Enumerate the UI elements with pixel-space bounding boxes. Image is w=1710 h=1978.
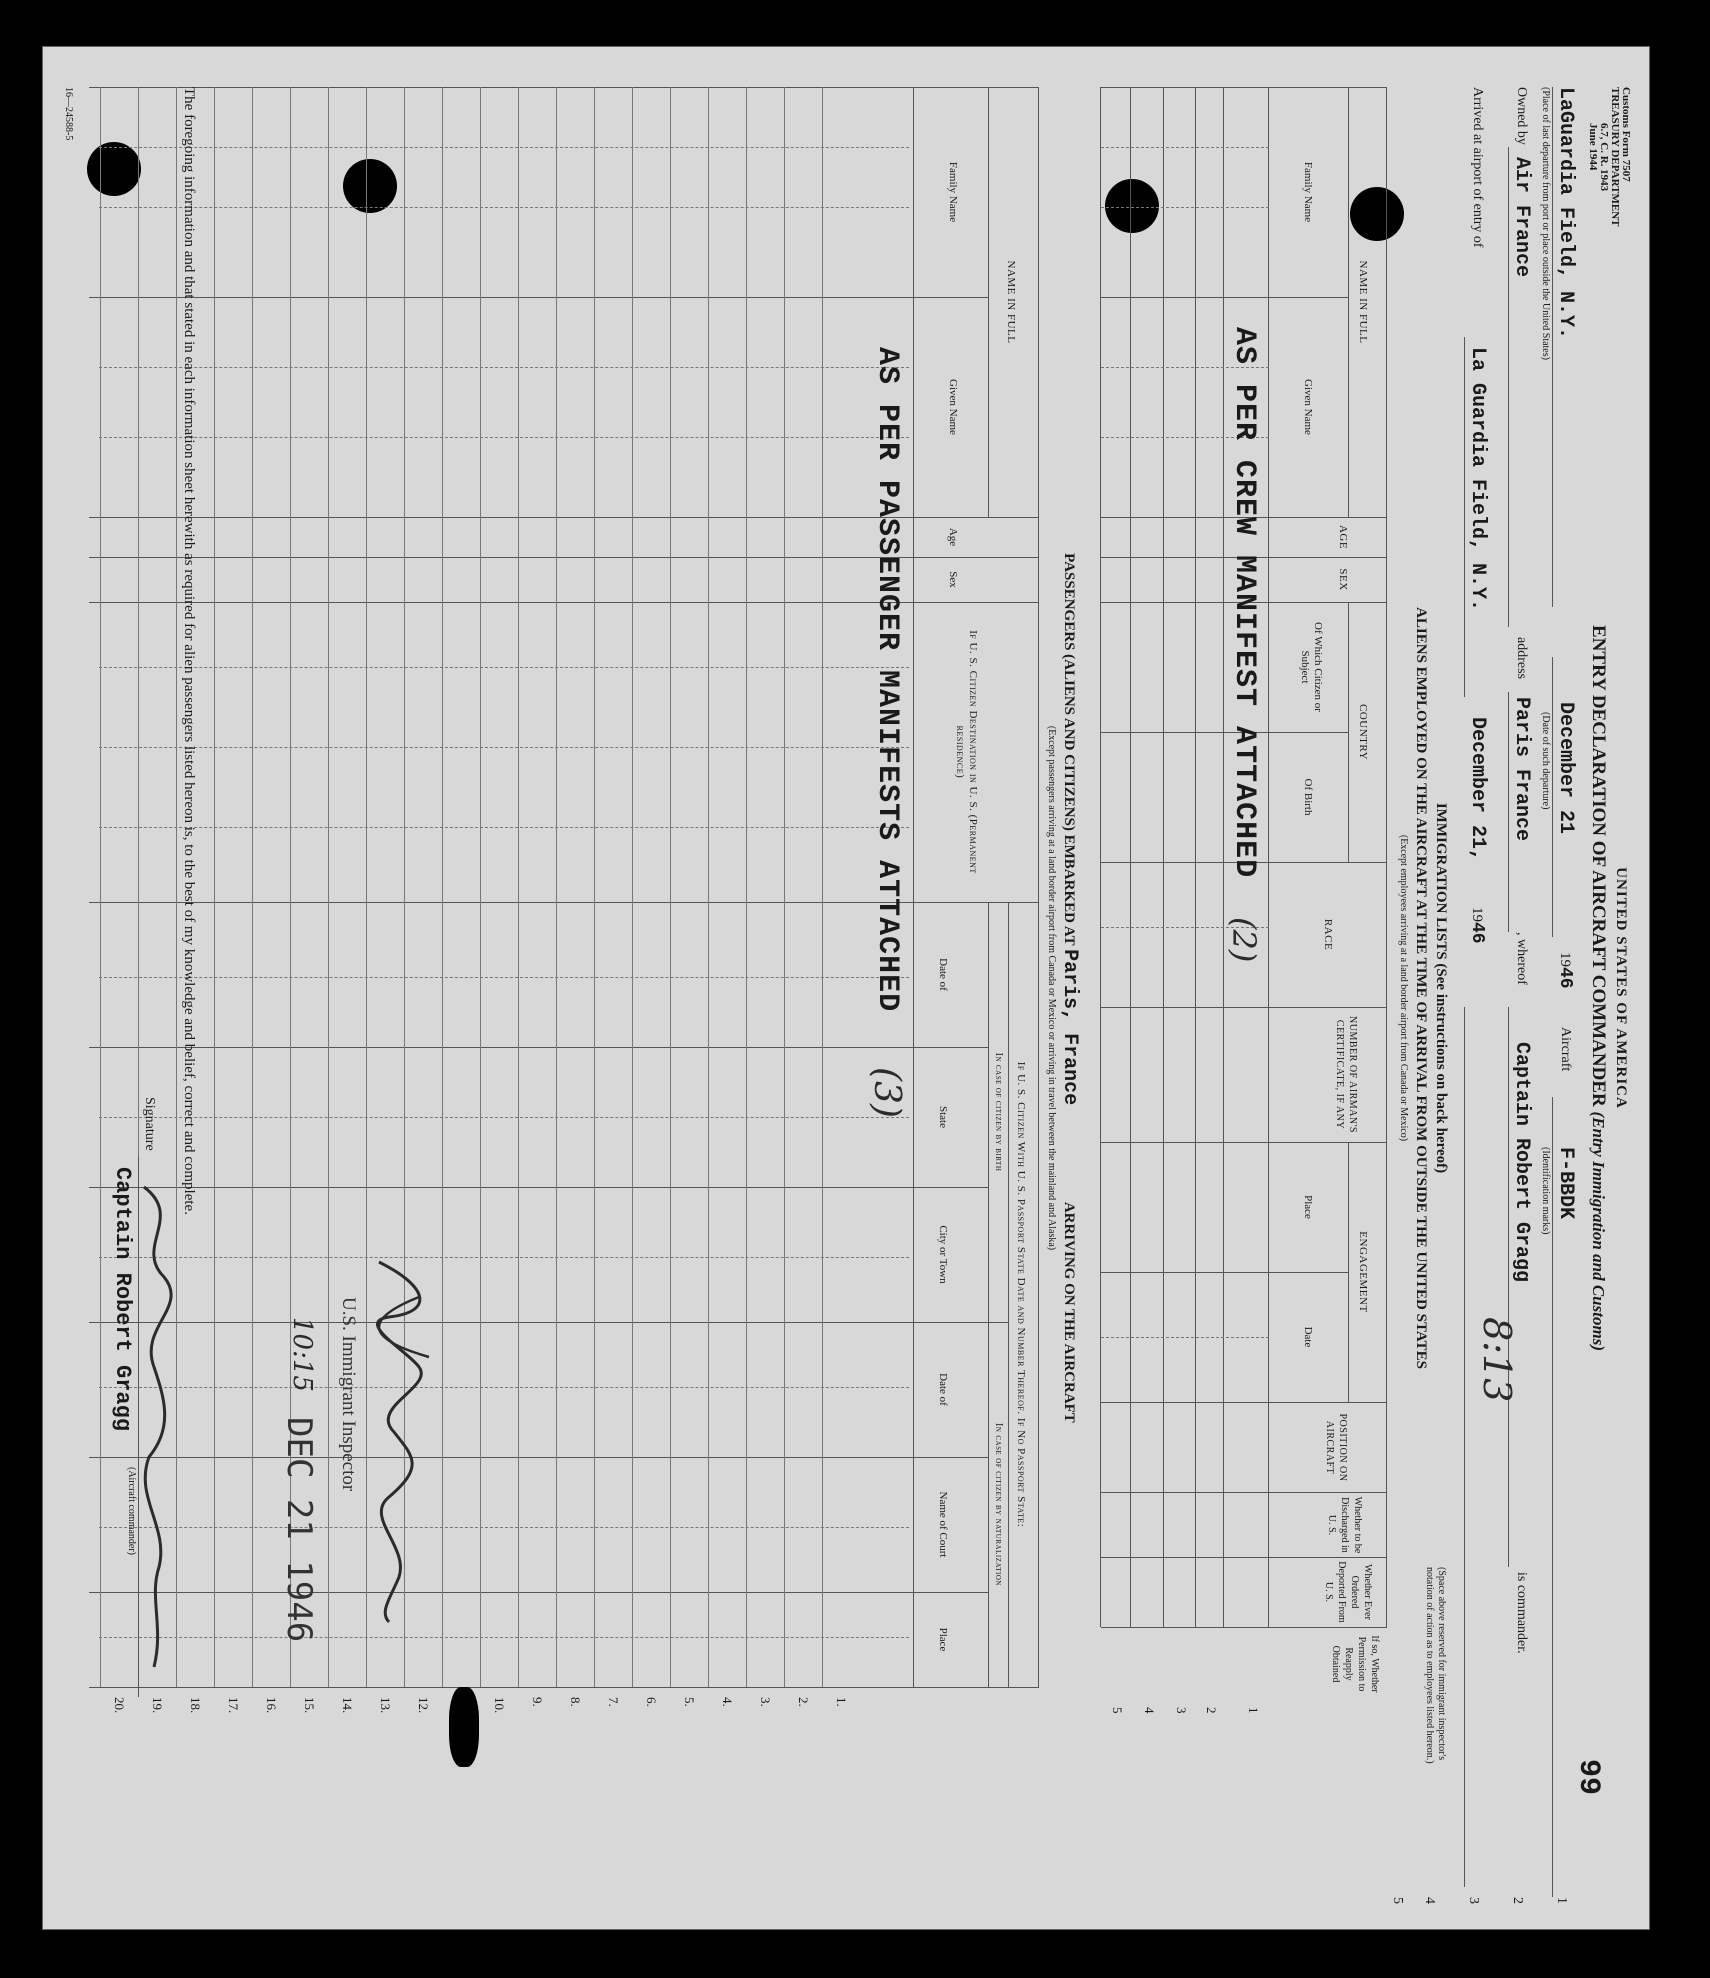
passenger-row-number: 6. [644,1697,659,1707]
passenger-row [784,87,785,1687]
passenger-row [100,87,101,1687]
crew-section-subtitle: ALIENS EMPLOYED ON THE AIRCRAFT AT THE TIME OF ARRIVAL FROM OUTSIDE THE UNITED STATES [1413,607,1429,1369]
crew-section-title: IMMIGRATION LISTS (See instructions on back hereof) [1433,802,1449,1174]
passenger-row-number: 20. [112,1697,127,1714]
passenger-column-guide [99,1387,909,1388]
ink-blot [449,1687,479,1767]
passenger-row [594,87,595,1687]
crew-birth-header: Of Birth [1302,778,1314,816]
punch-hole [1105,179,1159,233]
passenger-row [214,87,215,1687]
whereof-label: , whereof [1514,932,1529,985]
passenger-manifest-count: (3) [866,1067,907,1118]
scanned-document [42,46,1650,1930]
crew-row-number: 2 [1204,1707,1219,1714]
certification-text: The foregoing information and that stated in each information sheet herewith as required for alien passengers listed hereon is, to the best of my knowledge and belief, correct and complete. [181,87,197,1215]
passenger-row-number: 13. [378,1697,393,1714]
commander-name: Captain Robert Gragg [1510,1042,1533,1283]
crew-permission-header: If so, Whether Permission to Reapply Obtained [1330,1635,1380,1693]
passenger-column-guide [99,977,909,978]
crew-engagement-header: ENGAGEMENT [1357,1231,1369,1313]
title-main: ENTRY DECLARATION OF AIRCRAFT COMMANDER [1588,625,1609,1107]
passenger-given-name-header: Given Name [947,379,959,435]
passenger-column-guide [99,1257,909,1258]
arrival-airport: La Guardia Field, N.Y. [1466,347,1489,612]
crew-race-header: RACE [1322,918,1334,951]
is-commander-label: is commander. [1514,1572,1529,1654]
passenger-row-number: 18. [188,1697,203,1714]
passenger-row-number: 10. [492,1697,507,1714]
punch-hole [343,159,397,213]
crew-place-header: Place [1302,1195,1314,1219]
crew-manifest-stamp: AS PER CREW MANIFEST ATTACHED [1227,327,1261,879]
departure-year: 1946 [1555,952,1575,989]
print-code: 16—24588-5 [63,87,74,141]
passenger-column-guide [99,1637,909,1638]
commander-signer: Captain Robert Gragg [110,1167,135,1432]
country-heading: UNITED STATES OF AMERICA [1613,867,1629,1109]
crew-row-number: 3 [1174,1707,1189,1714]
passenger-family-name-header: Family Name [947,161,959,223]
passenger-row-number: 15. [302,1697,317,1714]
signer-caption: (Aircraft commander) [126,1467,137,1556]
handwritten-time: 8:13 [1475,1317,1519,1403]
passenger-section-title: PASSENGERS (ALIENS AND CITIZENS) EMBARKED AT Paris, France ARRIVING ON THE AIRCRAFT [1058,553,1081,1423]
passenger-column-guide [99,827,909,828]
passenger-column-guide [99,207,909,208]
punch-hole [87,142,141,196]
passenger-row-number: 19. [150,1697,165,1714]
crew-name-header: NAME IN FULL [1357,260,1369,344]
crew-manifest-count: (2) [1225,917,1263,963]
departure-date-caption: (Date of such departure) [1540,712,1551,810]
passenger-row-number: 17. [226,1697,241,1714]
embarked-at: Paris, France [1058,949,1081,1106]
department: TREASURY DEPARTMENT [1609,87,1621,227]
passenger-column-guide [99,367,909,368]
passenger-row-number: 8. [568,1697,583,1707]
arrival-date: December 21, [1466,717,1489,862]
crew-airman-cert-header: NUMBER OF AIRMAN'S CERTIFICATE, IF ANY [1334,1016,1358,1133]
passenger-row-number: 3. [758,1697,773,1707]
inspector-reserved-note: (Space above reserved for immigrant inspector's notation of action as to employees listed hereon.) [1424,1567,1447,1764]
departure-place: LaGuardia Field, N.Y. [1554,87,1577,340]
aircraft-id-caption: (Identification marks) [1540,1147,1551,1235]
inspector-title: U.S. Immigrant Inspector [338,1297,359,1492]
title-suffix: (Entry Immigration and Customs) [1589,1111,1608,1351]
aircraft-label: Aircraft [1558,1027,1573,1072]
passenger-row [328,87,329,1687]
form-number: Customs Form 7507 [1620,87,1632,182]
inspector-time: 10:15 [287,1317,317,1392]
passenger-section-note: (Except passengers arriving at a land border airport from Canada or Mexico or arriving in travel between the mainland and Alaska) [1046,725,1057,1251]
passenger-row [746,87,747,1687]
court-name-header: Name of Court [937,1491,949,1558]
address-label: address [1514,637,1529,679]
passenger-row [670,87,671,1687]
crew-section-note: (Except employees arriving at a land border airport from Canada or Mexico) [1398,834,1409,1142]
passenger-age-header: Age [947,527,959,547]
form-page: Customs Form 7507 TREASURY DEPARTMENT 6.7, C. R. 1943 June 1944 UNITED STATES OF AMERICA ENTRY DECLARATION OF AIRCRAFT COMMANDER (Entry Immigration and Customs) 99 LaGuardia Field, N.Y. (Place of last departure from port or place outside the United States) December 21 (Date of such departure) 1946 Aircraft F-BBDK (Identification marks) 1 Owned by Air France address Paris France , whereof Captain Robert Gragg is commander. 2 Arrived at airport of entry of La Guardia Field, N.Y. December 21, 1946 3 IMMIGRATION LISTS (See instructions on back hereof) ALIENS EMPLOYED ON THE AIRCRAFT AT THE TIME OF ARRIVAL FROM OUTSIDE THE UNITED STATES (Except employees arriving at a land border airport from Canada or Mexico) (Space above reserved for immigrant inspector's notation of action as to employees listed hereon.) 4 5 NAME IN FULL Family Name Given Name AGE SEX COUNTRY Of Which Citizen or Subject Of Birth RACE NUMBER OF AIRMAN'S CERTIFICATE, IF ANY ENGAGEMENT Place Date POSITION ON AIRCRAFT Whether to be Discharged in U. S. Whether Ever Ordered Deported From U. S. If so, Whether Permission to Reapply Obtained 1 2 3 4 5 AS PER CREW MANIFEST ATTACHED (2) 8:13 PASSENGERS (ALIENS AND CITIZENS) EMBARKED AT Paris, France ARRIVING ON THE AIRCRAFT (Except passengers arriving at a land border airport from Canada or Mexico or arriving in travel between the mainland and Alaska) NAME IN FULL Family Name Given Name Age Sex If U. S. Citizen Destination in U. S. (Permanent residence) If U. S. Citizen With U. S. Passport State Date and Number Thereof. If No Passport State: In case of citizen by birth In case of citizen by naturalization Date of State City or Town Date of Name of Court Place 1. 2. 3. 4. 5. 6. 7. 8. 9. 10. 12. 13. 14. 15. 16. 17. 18. 19. 20. AS PER PASSENGER MANIFESTS ATTACHED (3) U.S. Immigrant Inspector 10:15 DEC 21 1946 The foregoing information and that stated in each information sheet herewith as required for alien passengers listed hereon is, to the best of my knowledge and belief, correct and complete. Signature Captain Robert Gragg (Aircraft commander) 16—24588-5 [43,47,1649,1929]
naturalization-place-header: Place [937,1627,949,1652]
birth-state-header: State [937,1106,949,1128]
crew-deported-header: Whether Ever Ordered Deported From U. S. [1323,1561,1373,1623]
passenger-column-guide [99,1117,909,1118]
passenger-column-guide [99,437,909,438]
crew-country-header: COUNTRY [1357,703,1369,761]
passenger-row-number: 7. [606,1697,621,1707]
inspection-date-stamp: DEC 21 1946 [279,1417,319,1643]
crew-row-number: 5 [1110,1707,1125,1714]
passenger-destination-header: If U. S. Citizen Destination in U. S. (Permanent residence) [954,630,979,874]
passenger-name-header: NAME IN FULL [1005,260,1017,344]
passenger-row-number: 9. [530,1697,545,1707]
passenger-row [480,87,481,1687]
passenger-passport-header: If U. S. Citizen With U. S. Passport State Date and Number Thereof. If No Passport State: [1015,1061,1027,1528]
passenger-row [822,87,823,1687]
passenger-sex-header: Sex [947,571,959,588]
by-birth-header: In case of citizen by birth [993,1052,1004,1172]
passenger-column-guide [99,1527,909,1528]
aircraft-id: F-BBDK [1554,1147,1577,1220]
passenger-column-guide [99,667,909,668]
birth-city-header: City or Town [937,1225,949,1284]
passenger-row-number: 14. [340,1697,355,1714]
owner-address: Paris France [1510,697,1533,842]
passenger-row [708,87,709,1687]
crew-date-header: Date [1302,1326,1314,1348]
departure-place-caption: (Place of last departure from port or place outside the United States) [1540,87,1551,360]
passenger-column-guide [99,147,909,148]
birth-date-header: Date of [937,958,949,991]
crew-age-header: AGE [1337,524,1349,550]
regulation: 6.7, C. R. 1943 [1598,123,1610,192]
arrived-label: Arrived at airport of entry of [1470,87,1485,248]
form-title [1587,47,1609,1929]
crew-row-number: 4 [1142,1707,1157,1714]
crew-given-name-header: Given Name [1302,379,1314,435]
crew-sex-header: SEX [1337,568,1349,591]
passenger-row [556,87,557,1687]
page-number: 99 [1571,1759,1605,1796]
passenger-column-guide [99,747,909,748]
owned-by-label: Owned by [1514,87,1529,145]
passenger-row-number: 2. [796,1697,811,1707]
by-naturalization-header: In case of citizen by naturalization [993,1423,1004,1586]
passenger-row [252,87,253,1687]
crew-row-number: 1 [1246,1707,1261,1714]
crew-citizen-header: Of Which Citizen or Subject [1299,622,1324,712]
passenger-row [518,87,519,1687]
crew-family-name-header: Family Name [1302,161,1314,223]
passenger-row-number: 5. [682,1697,697,1707]
edition: June 1944 [1587,123,1599,171]
departure-date: December 21 [1554,702,1577,835]
signature-label: Signature [142,1097,157,1151]
arrival-year: 1946 [1467,907,1487,944]
passenger-row-number: 4. [720,1697,735,1707]
passenger-row [632,87,633,1687]
naturalization-date-header: Date of [937,1373,949,1406]
passenger-manifest-stamp: AS PER PASSENGER MANIFESTS ATTACHED [870,347,904,1013]
crew-discharged-header: Whether to be Discharged in U. S. [1326,1496,1363,1554]
passenger-row-number: 12. [416,1697,431,1714]
crew-position-header: POSITION ON AIRCRAFT [1324,1413,1348,1482]
owner: Air France [1510,157,1533,278]
passenger-row-number: 1. [834,1697,849,1707]
passenger-row-number: 16. [264,1697,279,1714]
